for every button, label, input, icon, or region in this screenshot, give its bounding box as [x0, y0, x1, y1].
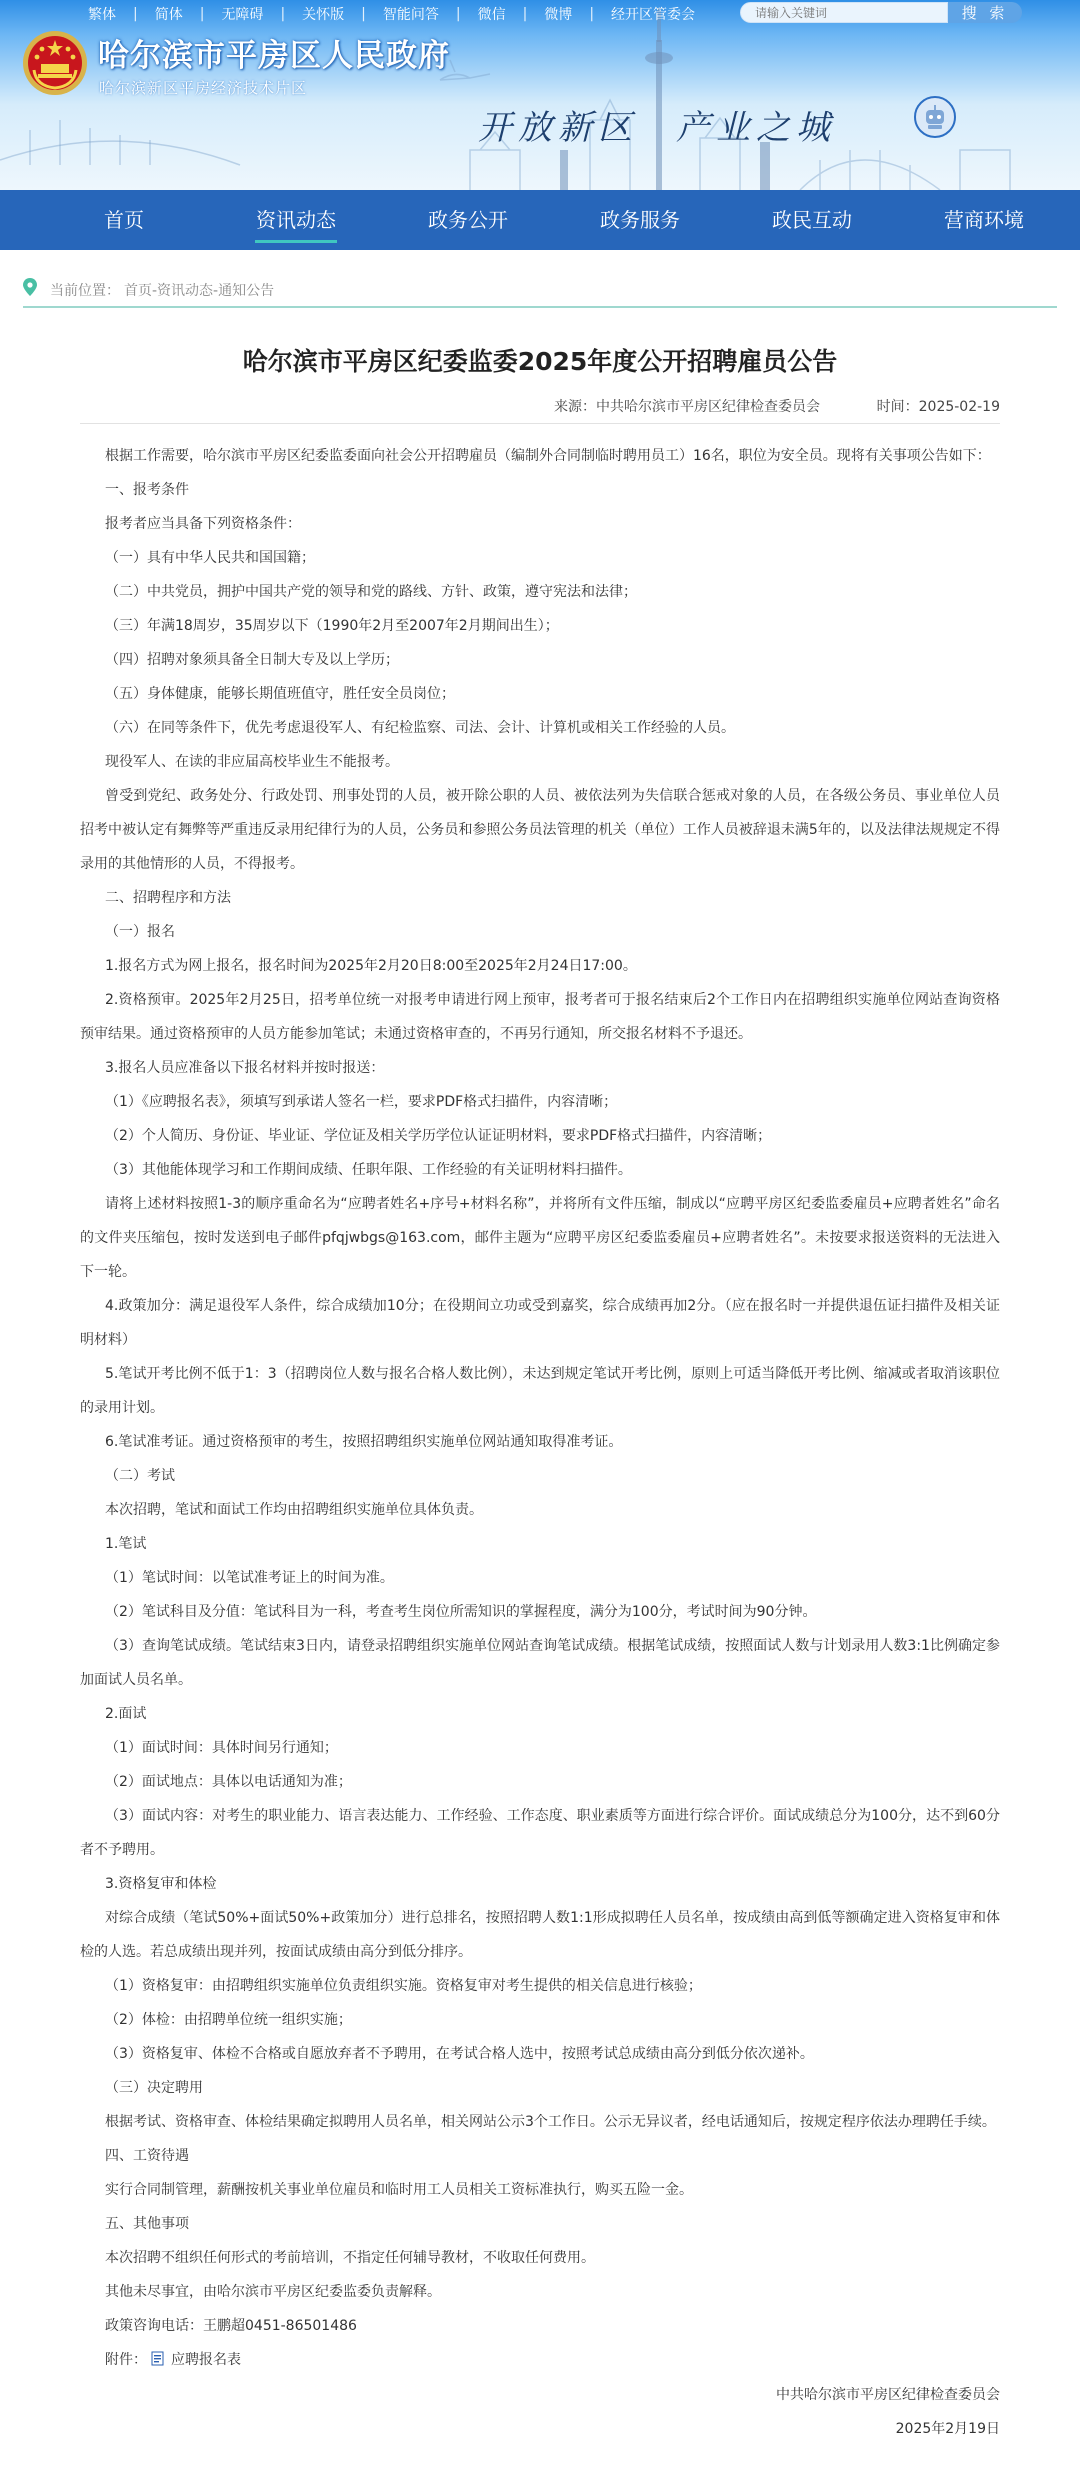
main-navigation — [0, 190, 1080, 250]
attachment-label: 附件： — [105, 2352, 147, 2368]
article-paragraph: 本次招聘不组织任何形式的考前培训，不指定任何辅导教材，不收取任何费用。 — [105, 2250, 595, 2266]
article-paragraph: 3.报名人员应准备以下报名材料并按时报送： — [105, 1060, 385, 1076]
document-file-icon — [151, 2351, 165, 2366]
attachment-row — [80, 2343, 1000, 2377]
article-paragraph: 报考者应当具备下列资格条件： — [105, 516, 301, 532]
nav-gov-affairs-open[interactable]: 政务公开 — [428, 208, 508, 232]
article-paragraph: 2.面试 — [105, 1706, 147, 1722]
nav-business-environment[interactable]: 营商环境 — [944, 208, 1024, 232]
article-paragraph: 根据考试、资格审查、体检结果确定拟聘用人员名单，相关网站公示3个工作日。公示无异议者，经电话通知后，按规定程序依法办理聘任手续。 — [105, 2114, 996, 2130]
site-subtitle: 哈尔滨新区平房经济技术片区 — [99, 79, 308, 97]
article-paragraph: （3）其他能体现学习和工作期间成绩、任职年限、工作经验的有关证明材料扫描件。 — [105, 1162, 632, 1178]
top-link-simplified[interactable]: 简体 — [154, 7, 183, 23]
location-pin-icon — [23, 278, 37, 296]
search-button[interactable]: 搜 索 — [948, 2, 1022, 23]
article-paragraph: 二、招聘程序和方法 — [105, 890, 231, 906]
breadcrumb-label: 当前位置： — [50, 283, 120, 299]
article-paragraph: 实行合同制管理，薪酬按机关事业单位雇员和临时用工人员相关工资标准执行，购买五险一金。 — [105, 2182, 693, 2198]
article-paragraph: （2）笔试科目及分值：笔试科目为一科，考查考生岗位所需知识的掌握程度，满分为100分，考试时间为90分钟。 — [105, 1604, 817, 1620]
signature-date: 2025年2月19日 — [895, 2421, 1000, 2437]
article-paragraph: 四、工资待遇 — [105, 2148, 189, 2164]
article-paragraph: 其他未尽事宜，由哈尔滨市平房区纪委监委负责解释。 — [105, 2284, 441, 2300]
breadcrumb-path[interactable]: 首页-资讯动态-通知公告 — [124, 283, 275, 299]
site-header — [0, 0, 1080, 190]
article-paragraph: （三）决定聘用 — [105, 2080, 203, 2096]
article-paragraph: 1.笔试 — [105, 1536, 147, 1552]
article-paragraph: 1.报名方式为网上报名，报名时间为2025年2月20日8:00至2025年2月24日17:00。 — [105, 958, 637, 974]
nav-interaction[interactable]: 政民互动 — [772, 208, 852, 232]
article-paragraph: 2.资格预审。2025年2月25日，招考单位统一对报考申请进行网上预审，报考者可于报名结束后2个工作日内在招聘组织实施单位网站查询资格预审结果。通过资格预审的人员方能参加笔试；未通过资格审查的，不再另行通知，所交报名材料不予退还。 — [80, 992, 1000, 1042]
article-paragraph: 本次招聘，笔试和面试工作均由招聘组织实施单位具体负责。 — [105, 1502, 483, 1518]
attachment-link[interactable]: 应聘报名表 — [171, 2352, 241, 2368]
top-link-elder-mode[interactable]: 关怀版 — [302, 7, 345, 23]
article-paragraph: （1）面试时间：具体时间另行通知； — [105, 1740, 338, 1756]
article-paragraph: （2）面试地点：具体以电话通知为准； — [105, 1774, 352, 1790]
article-paragraph: 一、报考条件 — [105, 482, 189, 498]
top-link-smart-qa[interactable]: 智能问答 — [382, 7, 439, 23]
article-paragraph: 5.笔试开考比例不低于1：3（招聘岗位人数与报名合格人数比例），未达到规定笔试开考比例，原则上可适当降低开考比例、缩减或者取消该职位的录用计划。 — [80, 1366, 1000, 1416]
article-paragraph: （二）考试 — [105, 1468, 175, 1484]
article-paragraph: 对综合成绩（笔试50%+面试50%+政策加分）进行总排名，按照招聘人数1:1形成拟聘任人员名单，按成绩由高到低等额确定进入资格复审和体检的人选。若总成绩出现并列，按面试成绩由高分到低分排序。 — [80, 1910, 1000, 1960]
article-paragraph: （3）面试内容：对考生的职业能力、语言表达能力、工作经验、工作态度、职业素质等方面进行综合评价。面试成绩总分为100分，达不到60分者不予聘用。 — [80, 1808, 1000, 1858]
top-link-dev-zone[interactable]: 经开区管委会 — [611, 7, 696, 23]
nav-news[interactable]: 资讯动态 — [210, 190, 382, 250]
article-paragraph: （二）中共党员，拥护中国共产党的领导和党的路线、方针、政策，遵守宪法和法律； — [105, 584, 637, 600]
article-paragraph: （三）年满18周岁，35周岁以下（1990年2月至2007年2月期间出生）； — [105, 618, 559, 634]
nav-home[interactable]: 首页 — [104, 208, 144, 232]
article-paragraph: （2）个人简历、身份证、毕业证、学位证及相关学历学位认证证明材料，要求PDF格式扫描件，内容清晰； — [105, 1128, 772, 1144]
top-link-accessibility[interactable]: 无障碍 — [221, 7, 264, 23]
article-title: 哈尔滨市平房区纪委监委2025年度公开招聘雇员公告 — [242, 347, 838, 376]
top-link-bar — [0, 0, 1080, 26]
article-publish-time: 时间：2025-02-19 — [876, 399, 1000, 415]
article-paragraph: 曾受到党纪、政务处分、行政处罚、刑事处罚的人员，被开除公职的人员、被依法列为失信联合惩戒对象的人员，在各级公务员、事业单位人员招考中被认定有舞弊等严重违反录用纪律行为的人员，公务员和参照公务员法管理的机关（单位）工作人员被辞退未满5年的，以及法律法规规定不得录用的其他情形的人员，不得报考。 — [80, 788, 1000, 872]
article-paragraph: （3）资格复审、体检不合格或自愿放弃者不予聘用，在考试合格人选中，按照考试总成绩由高分到低分依次递补。 — [105, 2046, 814, 2062]
article-paragraphs — [80, 439, 1000, 2343]
article-paragraph: （五）身体健康，能够长期值班值守，胜任安全员岗位； — [105, 686, 455, 702]
search-input[interactable] — [740, 2, 948, 23]
article-paragraph: 6.笔试准考证。通过资格预审的考生，按照招聘组织实施单位网站通知取得准考证。 — [105, 1434, 623, 1450]
article-paragraph: 五、其他事项 — [105, 2216, 189, 2232]
national-emblem-icon — [22, 30, 88, 96]
article-paragraph: 请将上述材料按照1-3的顺序重命名为“应聘者姓名+序号+材料名称”，并将所有文件压缩，制成以“应聘平房区纪委监委雇员+应聘者姓名”命名的文件夹压缩包，按时发送到电子邮件pfqjwbgs@163.com，邮件主题为“应聘平房区纪委监委雇员+应聘者姓名”。未按要求报送资料的无法进入下一轮。 — [80, 1196, 1000, 1280]
article-paragraph: （1）笔试时间：以笔试准考证上的时间为准。 — [105, 1570, 394, 1586]
article-paragraph: （3）查询笔试成绩。笔试结束3日内，请登录招聘组织实施单位网站查询笔试成绩。根据笔试成绩，按照面试人数与计划录用人数3:1比例确定参加面试人员名单。 — [80, 1638, 1000, 1688]
slogan-industry-city: 产业之城 — [676, 108, 836, 148]
slogan-open-district: 开放新区 — [478, 108, 638, 148]
breadcrumb — [23, 276, 1057, 308]
article-content — [80, 439, 1000, 2446]
nav-gov-services[interactable]: 政务服务 — [600, 208, 680, 232]
article-source: 来源：中共哈尔滨市平房区纪律检查委员会 — [554, 399, 820, 415]
article-paragraph: 现役军人、在读的非应届高校毕业生不能报考。 — [105, 754, 399, 770]
article-paragraph: （1）《应聘报名表》，须填写到承诺人签名一栏，要求PDF格式扫描件，内容清晰； — [105, 1094, 618, 1110]
top-link-weibo[interactable]: 微博 — [544, 7, 573, 23]
top-link-wechat[interactable]: 微信 — [477, 7, 506, 23]
article-paragraph: （一）具有中华人民共和国国籍； — [105, 550, 315, 566]
article-paragraph: （四）招聘对象须具备全日制大专及以上学历； — [105, 652, 399, 668]
top-links: 繁体 | 简体 | 无障碍 | 关怀版 | 智能问答 | 微信 | 微博 | 经开区管委会 — [88, 6, 696, 23]
robot-assistant-icon[interactable] — [914, 96, 956, 138]
article-paragraph: （一）报名 — [105, 924, 175, 940]
article-meta — [80, 378, 1000, 424]
article-paragraph: 4.政策加分：满足退役军人条件，综合成绩加10分；在役期间立功或受到嘉奖，综合成绩再加2分。（应在报名时一并提供退伍证扫描件及相关证明材料） — [80, 1298, 1000, 1348]
top-link-traditional[interactable]: 繁体 — [88, 7, 116, 23]
article-paragraph: 政策咨询电话：王鹏超0451-86501486 — [105, 2318, 357, 2334]
article-paragraph: （2）体检：由招聘单位统一组织实施； — [105, 2012, 352, 2028]
signature-block — [80, 2378, 1000, 2446]
article-paragraph: （六）在同等条件下，优先考虑退役军人、有纪检监察、司法、会计、计算机或相关工作经验的人员。 — [105, 720, 735, 736]
site-title[interactable]: 哈尔滨市平房区人民政府 — [98, 38, 450, 74]
article-paragraph: （1）资格复审：由招聘组织实施单位负责组织实施。资格复审对考生提供的相关信息进行核验； — [105, 1978, 702, 1994]
article-paragraph: 3.资格复审和体检 — [105, 1876, 217, 1892]
signature-org: 中共哈尔滨市平房区纪律检查委员会 — [776, 2387, 1000, 2403]
article-paragraph: 根据工作需要，哈尔滨市平房区纪委监委面向社会公开招聘雇员（编制外合同制临时聘用员工）16名，职位为安全员。现将有关事项公告如下： — [105, 448, 991, 464]
